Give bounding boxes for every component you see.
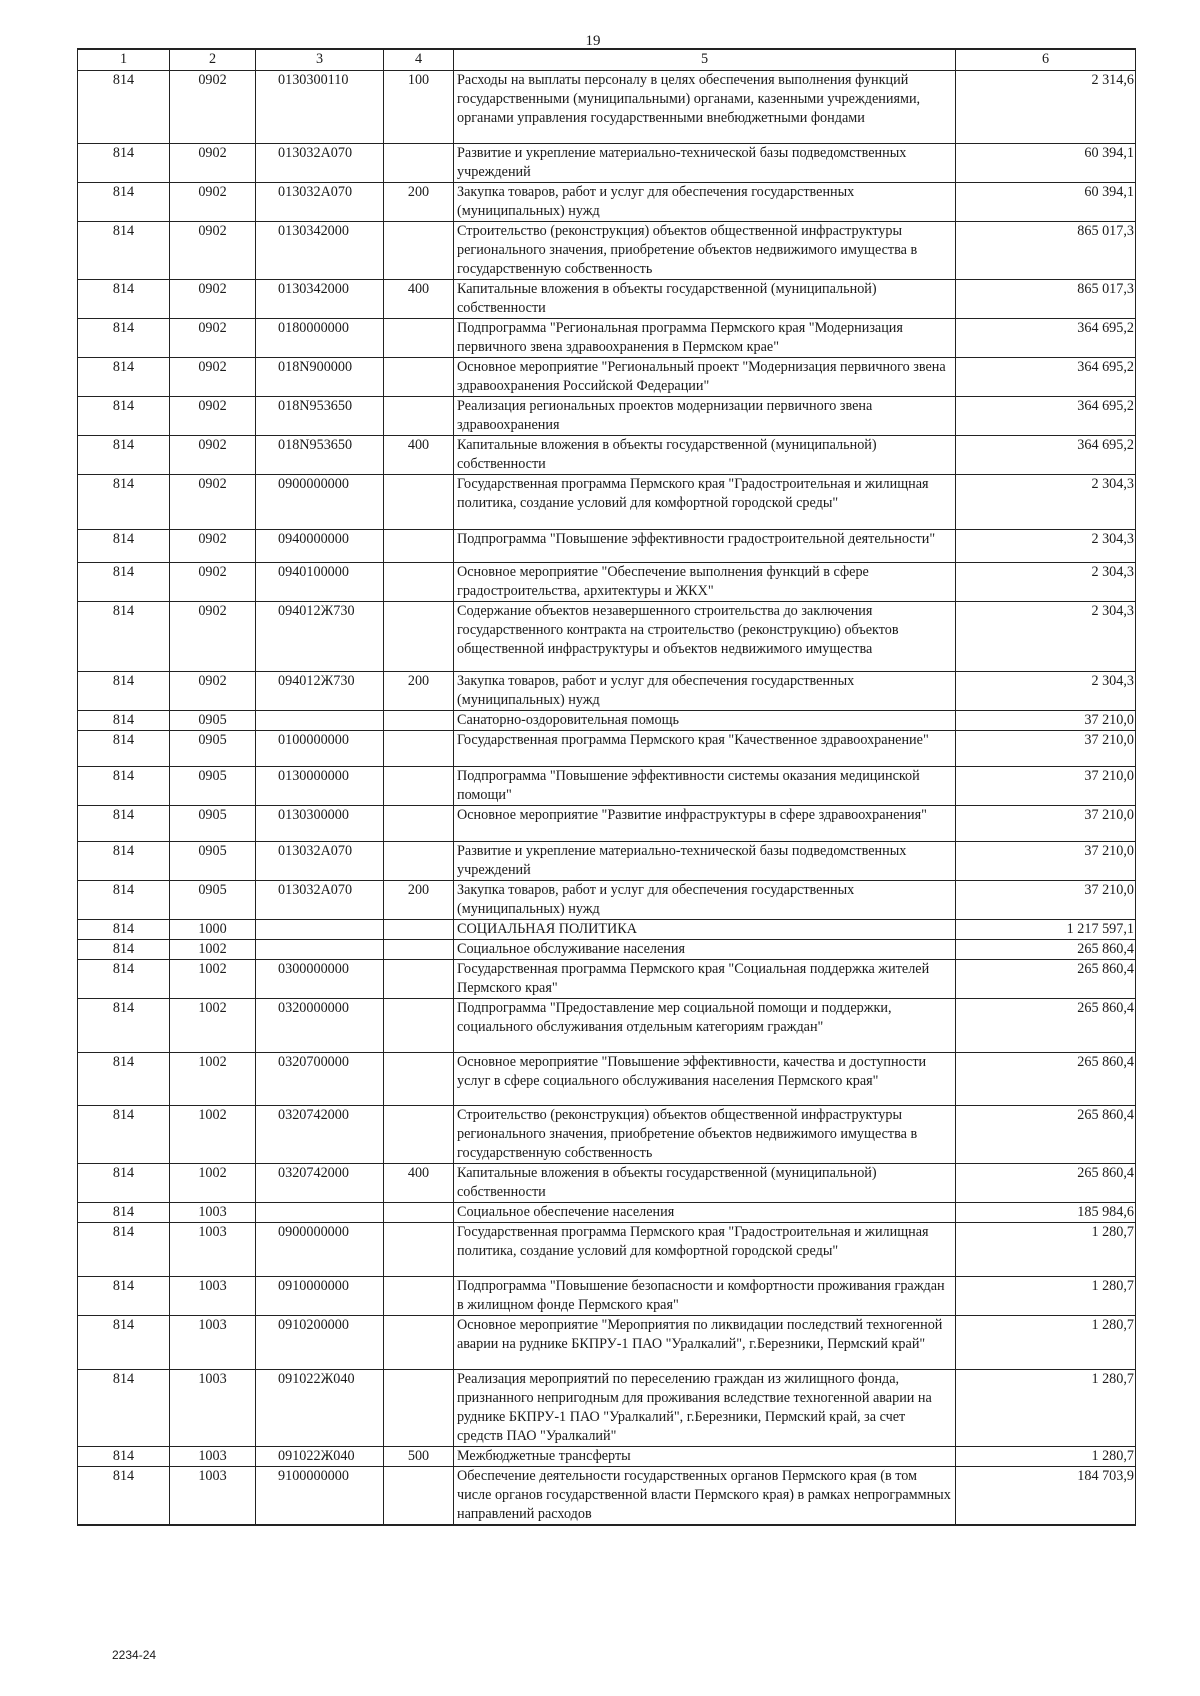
cell-amount: 2 304,3 [956, 672, 1136, 711]
table-row [78, 222, 1136, 280]
cell-section-code: 1000 [170, 920, 256, 940]
cell-admin-code: 814 [78, 1223, 170, 1277]
cell-description: Подпрограмма "Повышение безопасности и комфортности проживания граждан в жилищном фонде Пермского края" [454, 1277, 956, 1316]
cell-description: Закупка товаров, работ и услуг для обеспечения государственных (муниципальных) нужд [454, 881, 956, 920]
cell-description: Государственная программа Пермского края "Качественное здравоохранение" [454, 731, 956, 767]
cell-section-code: 0905 [170, 842, 256, 881]
cell-section-code: 1002 [170, 960, 256, 999]
column-header: 6 [956, 49, 1136, 71]
cell-target-article: 0940000000 [256, 530, 384, 563]
table-row [78, 920, 1136, 940]
cell-section-code: 0905 [170, 881, 256, 920]
cell-section-code: 0902 [170, 602, 256, 672]
cell-expense-type [384, 1467, 454, 1526]
cell-admin-code: 814 [78, 319, 170, 358]
cell-description: Обеспечение деятельности государственных органов Пермского края (в том числе органов государственной власти Пермского края) в рамках непрограммных направлений расходов [454, 1467, 956, 1526]
cell-amount: 265 860,4 [956, 999, 1136, 1053]
cell-admin-code: 814 [78, 806, 170, 842]
table-row [78, 436, 1136, 475]
cell-description: Строительство (реконструкция) объектов общественной инфраструктуры регионального значения, приобретение объектов недвижимого имущества в государственную собственность [454, 222, 956, 280]
cell-section-code: 0905 [170, 806, 256, 842]
cell-amount: 60 394,1 [956, 183, 1136, 222]
cell-amount: 37 210,0 [956, 881, 1136, 920]
cell-expense-type [384, 960, 454, 999]
cell-amount: 37 210,0 [956, 731, 1136, 767]
table-row [78, 475, 1136, 530]
cell-expense-type [384, 1203, 454, 1223]
table-row [78, 1203, 1136, 1223]
cell-amount: 265 860,4 [956, 1106, 1136, 1164]
cell-amount: 364 695,2 [956, 319, 1136, 358]
cell-amount: 1 280,7 [956, 1277, 1136, 1316]
table-row [78, 563, 1136, 602]
cell-target-article: 9100000000 [256, 1467, 384, 1526]
cell-admin-code: 814 [78, 222, 170, 280]
cell-target-article: 0130300110 [256, 71, 384, 144]
table-row [78, 1277, 1136, 1316]
cell-description: Реализация региональных проектов модернизации первичного звена здравоохранения [454, 397, 956, 436]
cell-description: Социальное обеспечение населения [454, 1203, 956, 1223]
table-row [78, 731, 1136, 767]
cell-target-article: 0320000000 [256, 999, 384, 1053]
cell-expense-type [384, 397, 454, 436]
cell-description: Развитие и укрепление материально-технической базы подведомственных учреждений [454, 144, 956, 183]
cell-expense-type [384, 1223, 454, 1277]
cell-admin-code: 814 [78, 960, 170, 999]
cell-expense-type: 400 [384, 1164, 454, 1203]
cell-expense-type: 400 [384, 436, 454, 475]
cell-target-article: 0320700000 [256, 1053, 384, 1106]
cell-admin-code: 814 [78, 530, 170, 563]
cell-section-code: 0902 [170, 672, 256, 711]
cell-expense-type: 200 [384, 881, 454, 920]
cell-amount: 2 314,6 [956, 71, 1136, 144]
cell-section-code: 1003 [170, 1203, 256, 1223]
cell-amount: 265 860,4 [956, 940, 1136, 960]
cell-amount: 865 017,3 [956, 280, 1136, 319]
cell-admin-code: 814 [78, 1164, 170, 1203]
cell-admin-code: 814 [78, 940, 170, 960]
cell-target-article: 0900000000 [256, 475, 384, 530]
cell-expense-type [384, 1053, 454, 1106]
cell-description: Социальное обслуживание населения [454, 940, 956, 960]
cell-admin-code: 814 [78, 1467, 170, 1526]
cell-target-article: 094012Ж730 [256, 602, 384, 672]
cell-admin-code: 814 [78, 920, 170, 940]
cell-expense-type: 400 [384, 280, 454, 319]
cell-description: Основное мероприятие "Мероприятия по ликвидации последствий техногенной аварии на руднике БКПРУ-1 ПАО "Уралкалий", г.Березники, Пермский край" [454, 1316, 956, 1370]
table-row [78, 960, 1136, 999]
cell-amount: 60 394,1 [956, 144, 1136, 183]
cell-admin-code: 814 [78, 602, 170, 672]
cell-admin-code: 814 [78, 1447, 170, 1467]
cell-description: Основное мероприятие "Повышение эффективности, качества и доступности услуг в сфере социального обслуживания населения Пермского края" [454, 1053, 956, 1106]
cell-target-article: 0130300000 [256, 806, 384, 842]
table-row [78, 358, 1136, 397]
cell-amount: 2 304,3 [956, 602, 1136, 672]
cell-amount: 1 280,7 [956, 1370, 1136, 1447]
cell-section-code: 0905 [170, 767, 256, 806]
cell-description: Государственная программа Пермского края "Градостроительная и жилищная политика, создание условий для комфортной городской среды" [454, 1223, 956, 1277]
cell-description: Межбюджетные трансферты [454, 1447, 956, 1467]
cell-expense-type [384, 358, 454, 397]
table-row [78, 183, 1136, 222]
cell-expense-type [384, 999, 454, 1053]
cell-amount: 1 217 597,1 [956, 920, 1136, 940]
cell-amount: 37 210,0 [956, 806, 1136, 842]
cell-section-code: 1003 [170, 1316, 256, 1370]
cell-target-article: 091022Ж040 [256, 1447, 384, 1467]
cell-admin-code: 814 [78, 436, 170, 475]
cell-target-article: 018N953650 [256, 436, 384, 475]
cell-expense-type [384, 842, 454, 881]
cell-admin-code: 814 [78, 1316, 170, 1370]
cell-admin-code: 814 [78, 358, 170, 397]
cell-section-code: 0902 [170, 319, 256, 358]
cell-admin-code: 814 [78, 144, 170, 183]
cell-description: Подпрограмма "Повышение эффективности градостроительной деятельности" [454, 530, 956, 563]
cell-description: Содержание объектов незавершенного строительства до заключения государственного контракта на строительство (реконструкцию) объектов общественной инфраструктуры и объектов недвижимого имущества [454, 602, 956, 672]
table-row [78, 1316, 1136, 1370]
table-row [78, 806, 1136, 842]
cell-admin-code: 814 [78, 475, 170, 530]
cell-target-article: 0910200000 [256, 1316, 384, 1370]
cell-section-code: 0902 [170, 358, 256, 397]
table-row [78, 1467, 1136, 1526]
cell-admin-code: 814 [78, 563, 170, 602]
cell-amount: 364 695,2 [956, 436, 1136, 475]
cell-admin-code: 814 [78, 1277, 170, 1316]
table-row [78, 1053, 1136, 1106]
page-number: 19 [585, 33, 601, 49]
table-row [78, 602, 1136, 672]
cell-admin-code: 814 [78, 767, 170, 806]
cell-admin-code: 814 [78, 881, 170, 920]
column-header: 4 [384, 49, 454, 71]
table-row [78, 711, 1136, 731]
cell-section-code: 0902 [170, 563, 256, 602]
column-header: 2 [170, 49, 256, 71]
cell-target-article: 091022Ж040 [256, 1370, 384, 1447]
table-row [78, 881, 1136, 920]
cell-admin-code: 814 [78, 71, 170, 144]
cell-description: Капитальные вложения в объекты государственной (муниципальной) собственности [454, 280, 956, 319]
cell-target-article: 0910000000 [256, 1277, 384, 1316]
cell-description: Закупка товаров, работ и услуг для обеспечения государственных (муниципальных) нужд [454, 183, 956, 222]
cell-section-code: 1003 [170, 1277, 256, 1316]
table-row [78, 1106, 1136, 1164]
cell-section-code: 0902 [170, 183, 256, 222]
cell-section-code: 1002 [170, 1053, 256, 1106]
cell-amount: 1 280,7 [956, 1316, 1136, 1370]
cell-target-article: 0940100000 [256, 563, 384, 602]
cell-expense-type: 500 [384, 1447, 454, 1467]
cell-admin-code: 814 [78, 672, 170, 711]
cell-expense-type [384, 1106, 454, 1164]
cell-section-code: 0902 [170, 71, 256, 144]
cell-section-code: 1003 [170, 1223, 256, 1277]
cell-target-article [256, 940, 384, 960]
cell-amount: 37 210,0 [956, 711, 1136, 731]
cell-amount: 2 304,3 [956, 530, 1136, 563]
cell-target-article: 0100000000 [256, 731, 384, 767]
cell-amount: 1 280,7 [956, 1223, 1136, 1277]
cell-amount: 265 860,4 [956, 1053, 1136, 1106]
cell-target-article [256, 711, 384, 731]
cell-section-code: 1002 [170, 940, 256, 960]
cell-amount: 265 860,4 [956, 1164, 1136, 1203]
cell-description: Капитальные вложения в объекты государственной (муниципальной) собственности [454, 1164, 956, 1203]
cell-target-article: 013032А070 [256, 144, 384, 183]
cell-expense-type [384, 222, 454, 280]
cell-expense-type: 200 [384, 672, 454, 711]
cell-amount: 1 280,7 [956, 1447, 1136, 1467]
cell-description: Капитальные вложения в объекты государственной (муниципальной) собственности [454, 436, 956, 475]
cell-description: Подпрограмма "Региональная программа Пермского края "Модернизация первичного звена здравоохранения в Пермском крае" [454, 319, 956, 358]
cell-section-code: 1002 [170, 1164, 256, 1203]
cell-amount: 37 210,0 [956, 767, 1136, 806]
cell-target-article: 013032А070 [256, 183, 384, 222]
table-row [78, 1164, 1136, 1203]
table-row [78, 999, 1136, 1053]
cell-section-code: 1002 [170, 999, 256, 1053]
cell-description: Государственная программа Пермского края "Социальная поддержка жителей Пермского края" [454, 960, 956, 999]
cell-amount: 185 984,6 [956, 1203, 1136, 1223]
cell-expense-type: 200 [384, 183, 454, 222]
table-row [78, 530, 1136, 563]
table-row [78, 280, 1136, 319]
document-code: 2234-24 [112, 1648, 157, 1662]
cell-description: Реализация мероприятий по переселению граждан из жилищного фонда, признанного непригодным для проживания вследствие техногенной аварии на руднике БКПРУ-1 ПАО "Уралкалий", г.Березники, Пермский край, за счет средств ПАО "Уралкалий" [454, 1370, 956, 1447]
table-row [78, 319, 1136, 358]
cell-description: Основное мероприятие "Развитие инфраструктуры в сфере здравоохранения" [454, 806, 956, 842]
cell-section-code: 0902 [170, 144, 256, 183]
cell-admin-code: 814 [78, 183, 170, 222]
table-row [78, 672, 1136, 711]
cell-target-article: 0180000000 [256, 319, 384, 358]
cell-amount: 265 860,4 [956, 960, 1136, 999]
cell-amount: 2 304,3 [956, 563, 1136, 602]
cell-expense-type [384, 711, 454, 731]
table-row [78, 1370, 1136, 1447]
cell-amount: 37 210,0 [956, 842, 1136, 881]
cell-description: Основное мероприятие "Региональный проект "Модернизация первичного звена здравоохранения Российской Федерации" [454, 358, 956, 397]
cell-section-code: 0902 [170, 530, 256, 563]
column-header: 5 [454, 49, 956, 71]
table-row [78, 71, 1136, 144]
cell-section-code: 1003 [170, 1467, 256, 1526]
cell-target-article: 018N953650 [256, 397, 384, 436]
cell-amount: 364 695,2 [956, 358, 1136, 397]
table-row [78, 1447, 1136, 1467]
cell-expense-type [384, 563, 454, 602]
cell-admin-code: 814 [78, 397, 170, 436]
cell-expense-type [384, 475, 454, 530]
cell-target-article: 018N900000 [256, 358, 384, 397]
cell-admin-code: 814 [78, 1053, 170, 1106]
table-row [78, 767, 1136, 806]
cell-expense-type [384, 319, 454, 358]
table-row [78, 940, 1136, 960]
cell-target-article: 0900000000 [256, 1223, 384, 1277]
cell-admin-code: 814 [78, 1370, 170, 1447]
cell-target-article: 013032А070 [256, 842, 384, 881]
table-row [78, 1223, 1136, 1277]
cell-expense-type [384, 767, 454, 806]
table-row [78, 144, 1136, 183]
cell-target-article: 0130000000 [256, 767, 384, 806]
cell-section-code: 1002 [170, 1106, 256, 1164]
cell-description: Расходы на выплаты персоналу в целях обеспечения выполнения функций государственными (муниципальными) органами, казенными учреждениями, органами управления государственными внебюджетными фондами [454, 71, 956, 144]
header-row [78, 49, 1136, 71]
cell-section-code: 0902 [170, 475, 256, 530]
cell-admin-code: 814 [78, 731, 170, 767]
cell-amount: 2 304,3 [956, 475, 1136, 530]
cell-description: Подпрограмма "Повышение эффективности системы оказания медицинской помощи" [454, 767, 956, 806]
cell-section-code: 0905 [170, 711, 256, 731]
cell-target-article: 0130342000 [256, 280, 384, 319]
table-row [78, 842, 1136, 881]
cell-section-code: 1003 [170, 1370, 256, 1447]
cell-target-article: 0320742000 [256, 1106, 384, 1164]
cell-expense-type [384, 1370, 454, 1447]
cell-section-code: 1003 [170, 1447, 256, 1467]
cell-expense-type: 100 [384, 71, 454, 144]
column-header: 1 [78, 49, 170, 71]
cell-target-article: 013032А070 [256, 881, 384, 920]
cell-expense-type [384, 1277, 454, 1316]
cell-admin-code: 814 [78, 1203, 170, 1223]
cell-amount: 184 703,9 [956, 1467, 1136, 1526]
cell-section-code: 0902 [170, 436, 256, 475]
cell-target-article [256, 920, 384, 940]
cell-expense-type [384, 940, 454, 960]
cell-section-code: 0902 [170, 222, 256, 280]
cell-target-article: 0130342000 [256, 222, 384, 280]
cell-amount: 364 695,2 [956, 397, 1136, 436]
cell-section-code: 0905 [170, 731, 256, 767]
cell-expense-type [384, 144, 454, 183]
cell-section-code: 0902 [170, 280, 256, 319]
cell-target-article: 0300000000 [256, 960, 384, 999]
column-header: 3 [256, 49, 384, 71]
cell-target-article: 094012Ж730 [256, 672, 384, 711]
cell-admin-code: 814 [78, 842, 170, 881]
cell-description: СОЦИАЛЬНАЯ ПОЛИТИКА [454, 920, 956, 940]
cell-description: Развитие и укрепление материально-технической базы подведомственных учреждений [454, 842, 956, 881]
cell-expense-type [384, 806, 454, 842]
cell-expense-type [384, 731, 454, 767]
cell-description: Закупка товаров, работ и услуг для обеспечения государственных (муниципальных) нужд [454, 672, 956, 711]
cell-section-code: 0902 [170, 397, 256, 436]
cell-description: Строительство (реконструкция) объектов общественной инфраструктуры регионального значения, приобретение объектов недвижимого имущества в государственную собственность [454, 1106, 956, 1164]
cell-expense-type [384, 920, 454, 940]
cell-expense-type [384, 602, 454, 672]
cell-admin-code: 814 [78, 711, 170, 731]
cell-description: Санаторно-оздоровительная помощь [454, 711, 956, 731]
cell-admin-code: 814 [78, 1106, 170, 1164]
cell-description: Основное мероприятие "Обеспечение выполнения функций в сфере градостроительства, архитектуры и ЖКХ" [454, 563, 956, 602]
cell-description: Государственная программа Пермского края "Градостроительная и жилищная политика, создание условий для комфортной городской среды" [454, 475, 956, 530]
cell-target-article [256, 1203, 384, 1223]
cell-target-article: 0320742000 [256, 1164, 384, 1203]
cell-description: Подпрограмма "Предоставление мер социальной помощи и поддержки, социального обслуживания отдельным категориям граждан" [454, 999, 956, 1053]
cell-admin-code: 814 [78, 280, 170, 319]
table-row [78, 397, 1136, 436]
cell-amount: 865 017,3 [956, 222, 1136, 280]
budget-table [77, 48, 1136, 1526]
cell-expense-type [384, 1316, 454, 1370]
cell-expense-type [384, 530, 454, 563]
cell-admin-code: 814 [78, 999, 170, 1053]
